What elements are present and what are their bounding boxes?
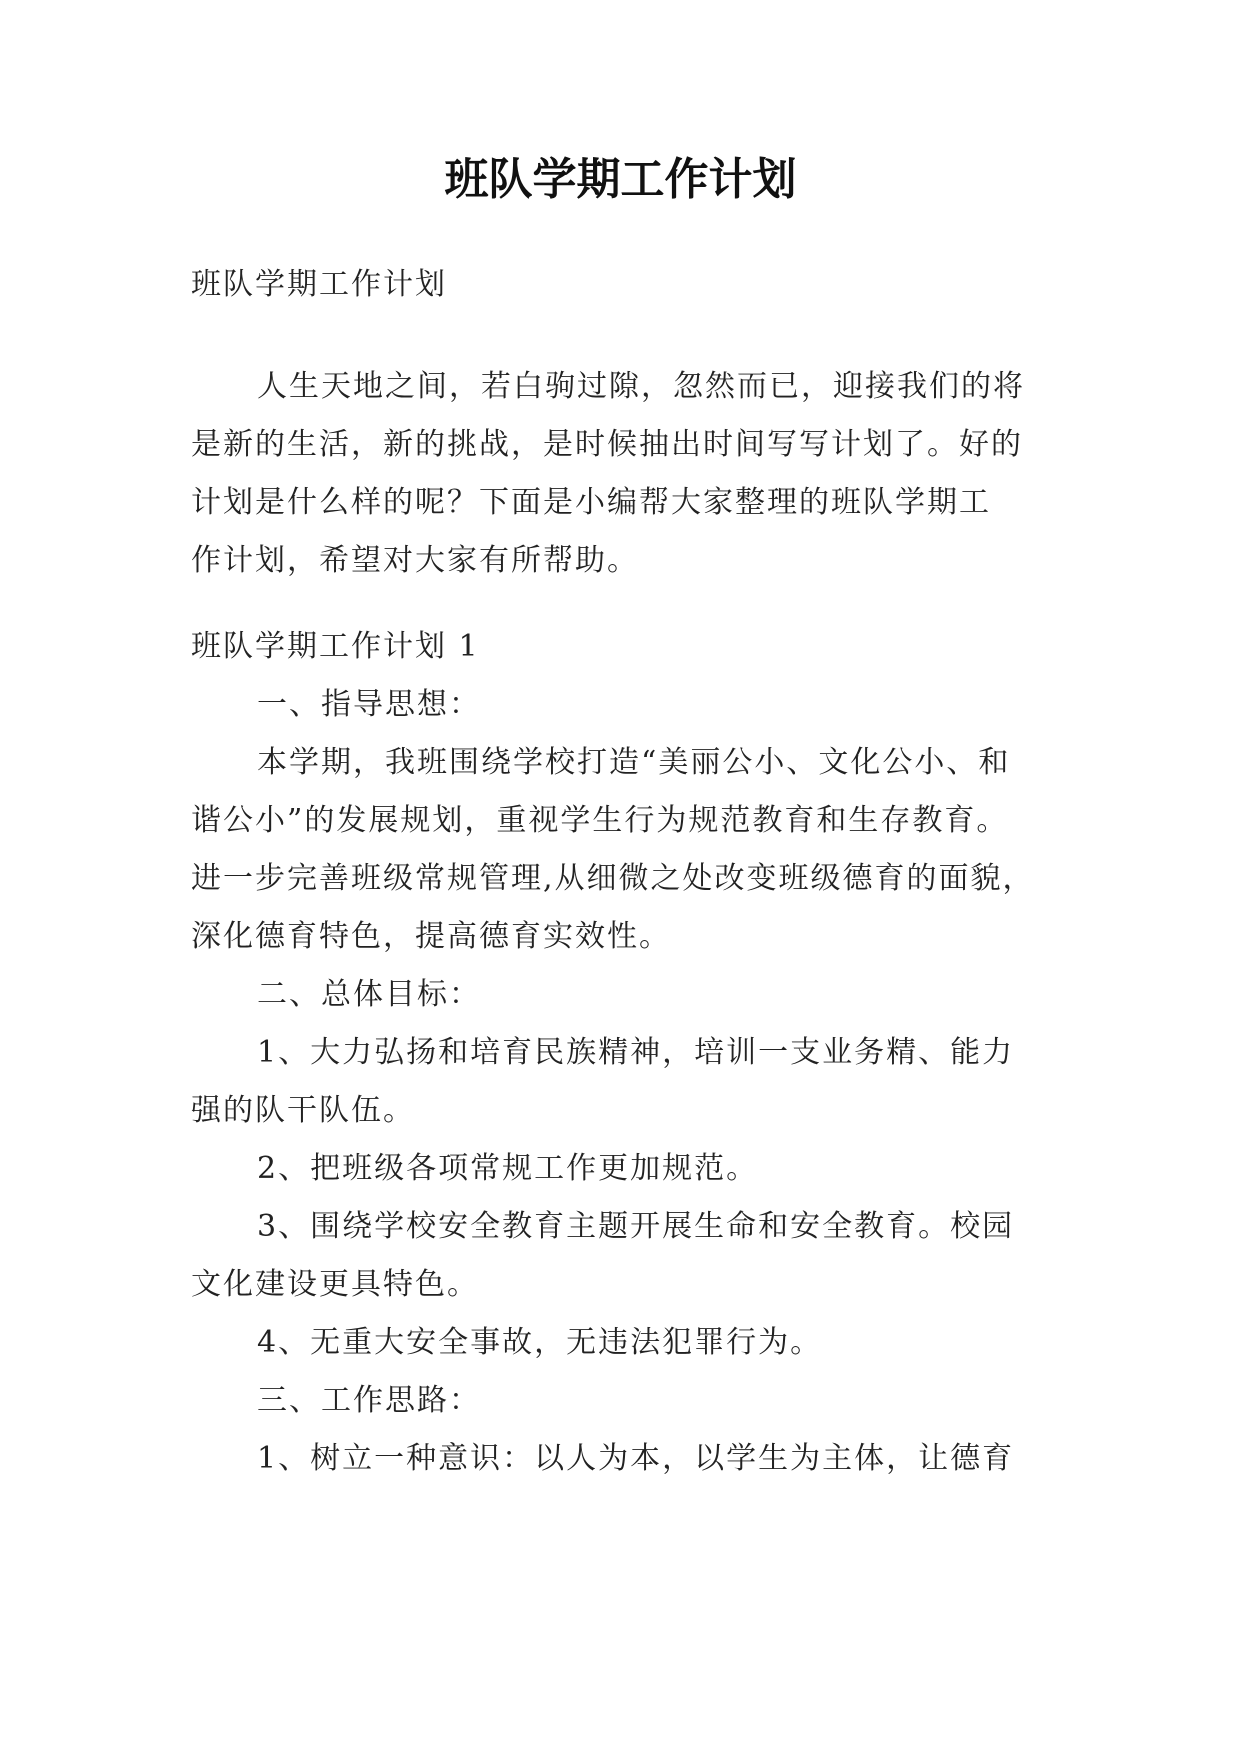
goal-3-line: 文化建设更具特色。 (191, 1267, 479, 1302)
intro-line: 计划是什么样的呢？下面是小编帮大家整理的班队学期工 (191, 485, 991, 520)
intro-line: 是新的生活，新的挑战，是时候抽出时间写写计划了。好的 (191, 427, 1023, 462)
intro-line: 人生天地之间，若白驹过隙，忽然而已，迎接我们的将 (257, 369, 1025, 404)
document-subtitle (191, 256, 1071, 314)
section2-title: 二、总体目标： (257, 977, 481, 1012)
section1-body-line: 本学期，我班围绕学校打造“美丽公小、文化公小、和 (257, 745, 1011, 780)
goal-4: 4、无重大安全事故，无违法犯罪行为。 (257, 1325, 823, 1360)
section1-body-line: 进一步完善班级常规管理,从细微之处改变班级德育的面貌， (191, 861, 1035, 896)
subtitle-line: 班队学期工作计划 (191, 267, 447, 302)
intro-line: 作计划，希望对大家有所帮助。 (191, 543, 639, 578)
goal-1-line: 1、大力弘扬和培育民族精神，培训一支业务精、能力 (257, 1035, 1015, 1070)
section1-body-line: 深化德育特色，提高德育实效性。 (191, 919, 671, 954)
plan1-section (191, 618, 1071, 1488)
section1-title: 一、指导思想： (257, 687, 481, 722)
idea-1-line: 1、树立一种意识：以人为本，以学生为主体，让德育 (257, 1441, 1015, 1476)
plan1-heading: 班队学期工作计划 1 (191, 629, 480, 664)
intro-paragraph (191, 358, 1071, 590)
section1-body-line: 谐公小”的发展规划，重视学生行为规范教育和生存教育。 (191, 803, 1009, 838)
goal-1-line: 强的队干队伍。 (191, 1093, 415, 1128)
goal-2: 2、把班级各项常规工作更加规范。 (257, 1151, 759, 1186)
document-title: 班队学期工作计划 (444, 154, 797, 205)
goal-3-line: 3、围绕学校安全教育主题开展生命和安全教育。校园 (257, 1209, 1015, 1244)
section3-title: 三、工作思路： (257, 1383, 481, 1418)
